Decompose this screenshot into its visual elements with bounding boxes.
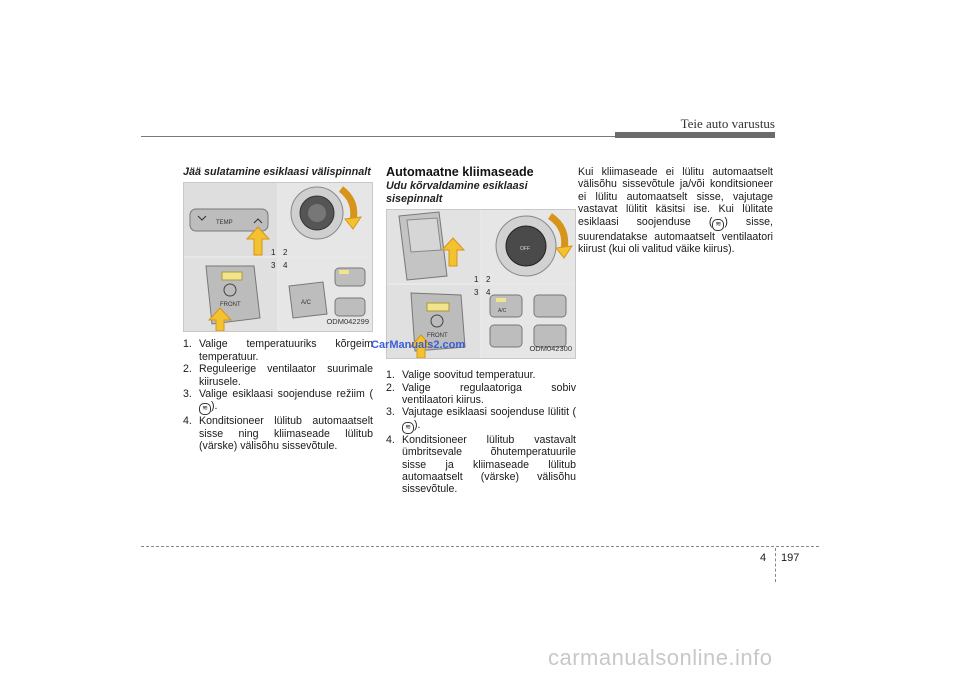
figure-code: ODM042300 (529, 343, 572, 353)
front-label: FRONT (427, 333, 448, 340)
list-item: 2. Reguleerige ventilaator suurimale kiirusele. (183, 363, 373, 388)
quadrant-number: 2 (283, 248, 288, 258)
list-item: 2. Valige regulaatoriga sobiv ventilaatori kiirus. (386, 381, 576, 407)
temp-label: TEMP (216, 220, 233, 227)
quadrant-number: 1 (271, 248, 276, 258)
temp-switch-illustration (184, 183, 277, 256)
header-rule (141, 136, 615, 137)
section-subheading: Jää sulatamine esiklaasi välispinnalt (183, 166, 371, 178)
list-item: 3. Valige esiklaasi soojenduse režiim (≋ ). (183, 388, 373, 415)
list-item: 3. Vajutage esiklaasi soojenduse lülitit (≋ ). (386, 406, 576, 433)
quadrant-number: 1 (474, 275, 479, 285)
column-middle (371, 165, 576, 496)
image-watermark: CarManuals2.com (371, 339, 466, 352)
quadrant-number: 3 (271, 261, 276, 271)
steps-list (386, 369, 576, 496)
quadrant-number: 4 (486, 288, 491, 298)
fan-dial-illustration (482, 210, 575, 283)
windshield-defrost-icon: ≋ (199, 403, 211, 415)
figure-interior-defog (371, 209, 576, 359)
footer-divider (775, 548, 776, 582)
column-left (183, 166, 373, 453)
panel-fan-dial (482, 210, 575, 283)
running-header: Teie auto varustus (680, 116, 775, 131)
off-label: OFF (520, 246, 530, 253)
section-subheading: Udu kõrvaldamine esiklaasi sisepinnalt (386, 180, 528, 205)
figure-code: ODM042299 (326, 317, 369, 326)
front-defrost-illustration (184, 258, 277, 331)
fan-knob-illustration (279, 183, 372, 256)
front-label: FRONT (220, 302, 241, 309)
windshield-defrost-icon: ≋ (712, 219, 724, 231)
page-number: 197 (781, 552, 800, 564)
list-item: 4. Konditsioneer lülitub vastavalt ümbritsevale õhutemperatuurile sisse ja kliimaseade lülitub automaatselt (värske) välisõhu sissevõtule. (386, 433, 576, 496)
ac-label: A/C (301, 300, 312, 307)
section-heading: Automaatne kliimaseade (386, 165, 534, 179)
windshield-defrost-icon: ≋ (402, 422, 414, 434)
list-item: 4. Konditsioneer lülitub automaatselt sisse ning kliimaseade lülitub (värske) välisõhu sissevõtule. (183, 415, 373, 453)
quadrant-number: 2 (486, 275, 491, 285)
figure-exterior-defrost (183, 182, 373, 332)
list-item: 1. Valige soovitud temperatuur. (386, 369, 536, 382)
list-item: 1. Valige temperatuuriks kõrgeim temperatuur. (183, 338, 373, 363)
panel-temp-rocker (387, 210, 480, 283)
footer-watermark: carmanualsonline.info (548, 645, 773, 670)
chapter-number: 4 (760, 552, 767, 564)
temp-rocker-illustration (387, 210, 480, 283)
panel-front-defrost (184, 258, 277, 331)
body-paragraph: Kui kliimaseade ei lülitu automaatselt välisõhu sissevõtule ja/või konditsioneer ei lülitu automaatselt sisse, vajutage vastavat lülitit käsitsi ise. Kui lülitate esiklaasi soojenduse ( ≋ ) sisse, suurendatakse automaatselt ventilaatori kiirust (kui oli valitud väike kiirus). (578, 166, 773, 256)
column-right (578, 166, 773, 255)
quadrant-number: 3 (474, 288, 479, 298)
header-rule-accent (615, 132, 775, 138)
quadrant-number: 4 (283, 261, 288, 271)
steps-list (183, 338, 373, 452)
panel-fan-knob (279, 183, 372, 256)
ac-label: A/C (498, 308, 507, 315)
footer-rule (141, 546, 819, 547)
panel-temp-switch (184, 183, 277, 256)
